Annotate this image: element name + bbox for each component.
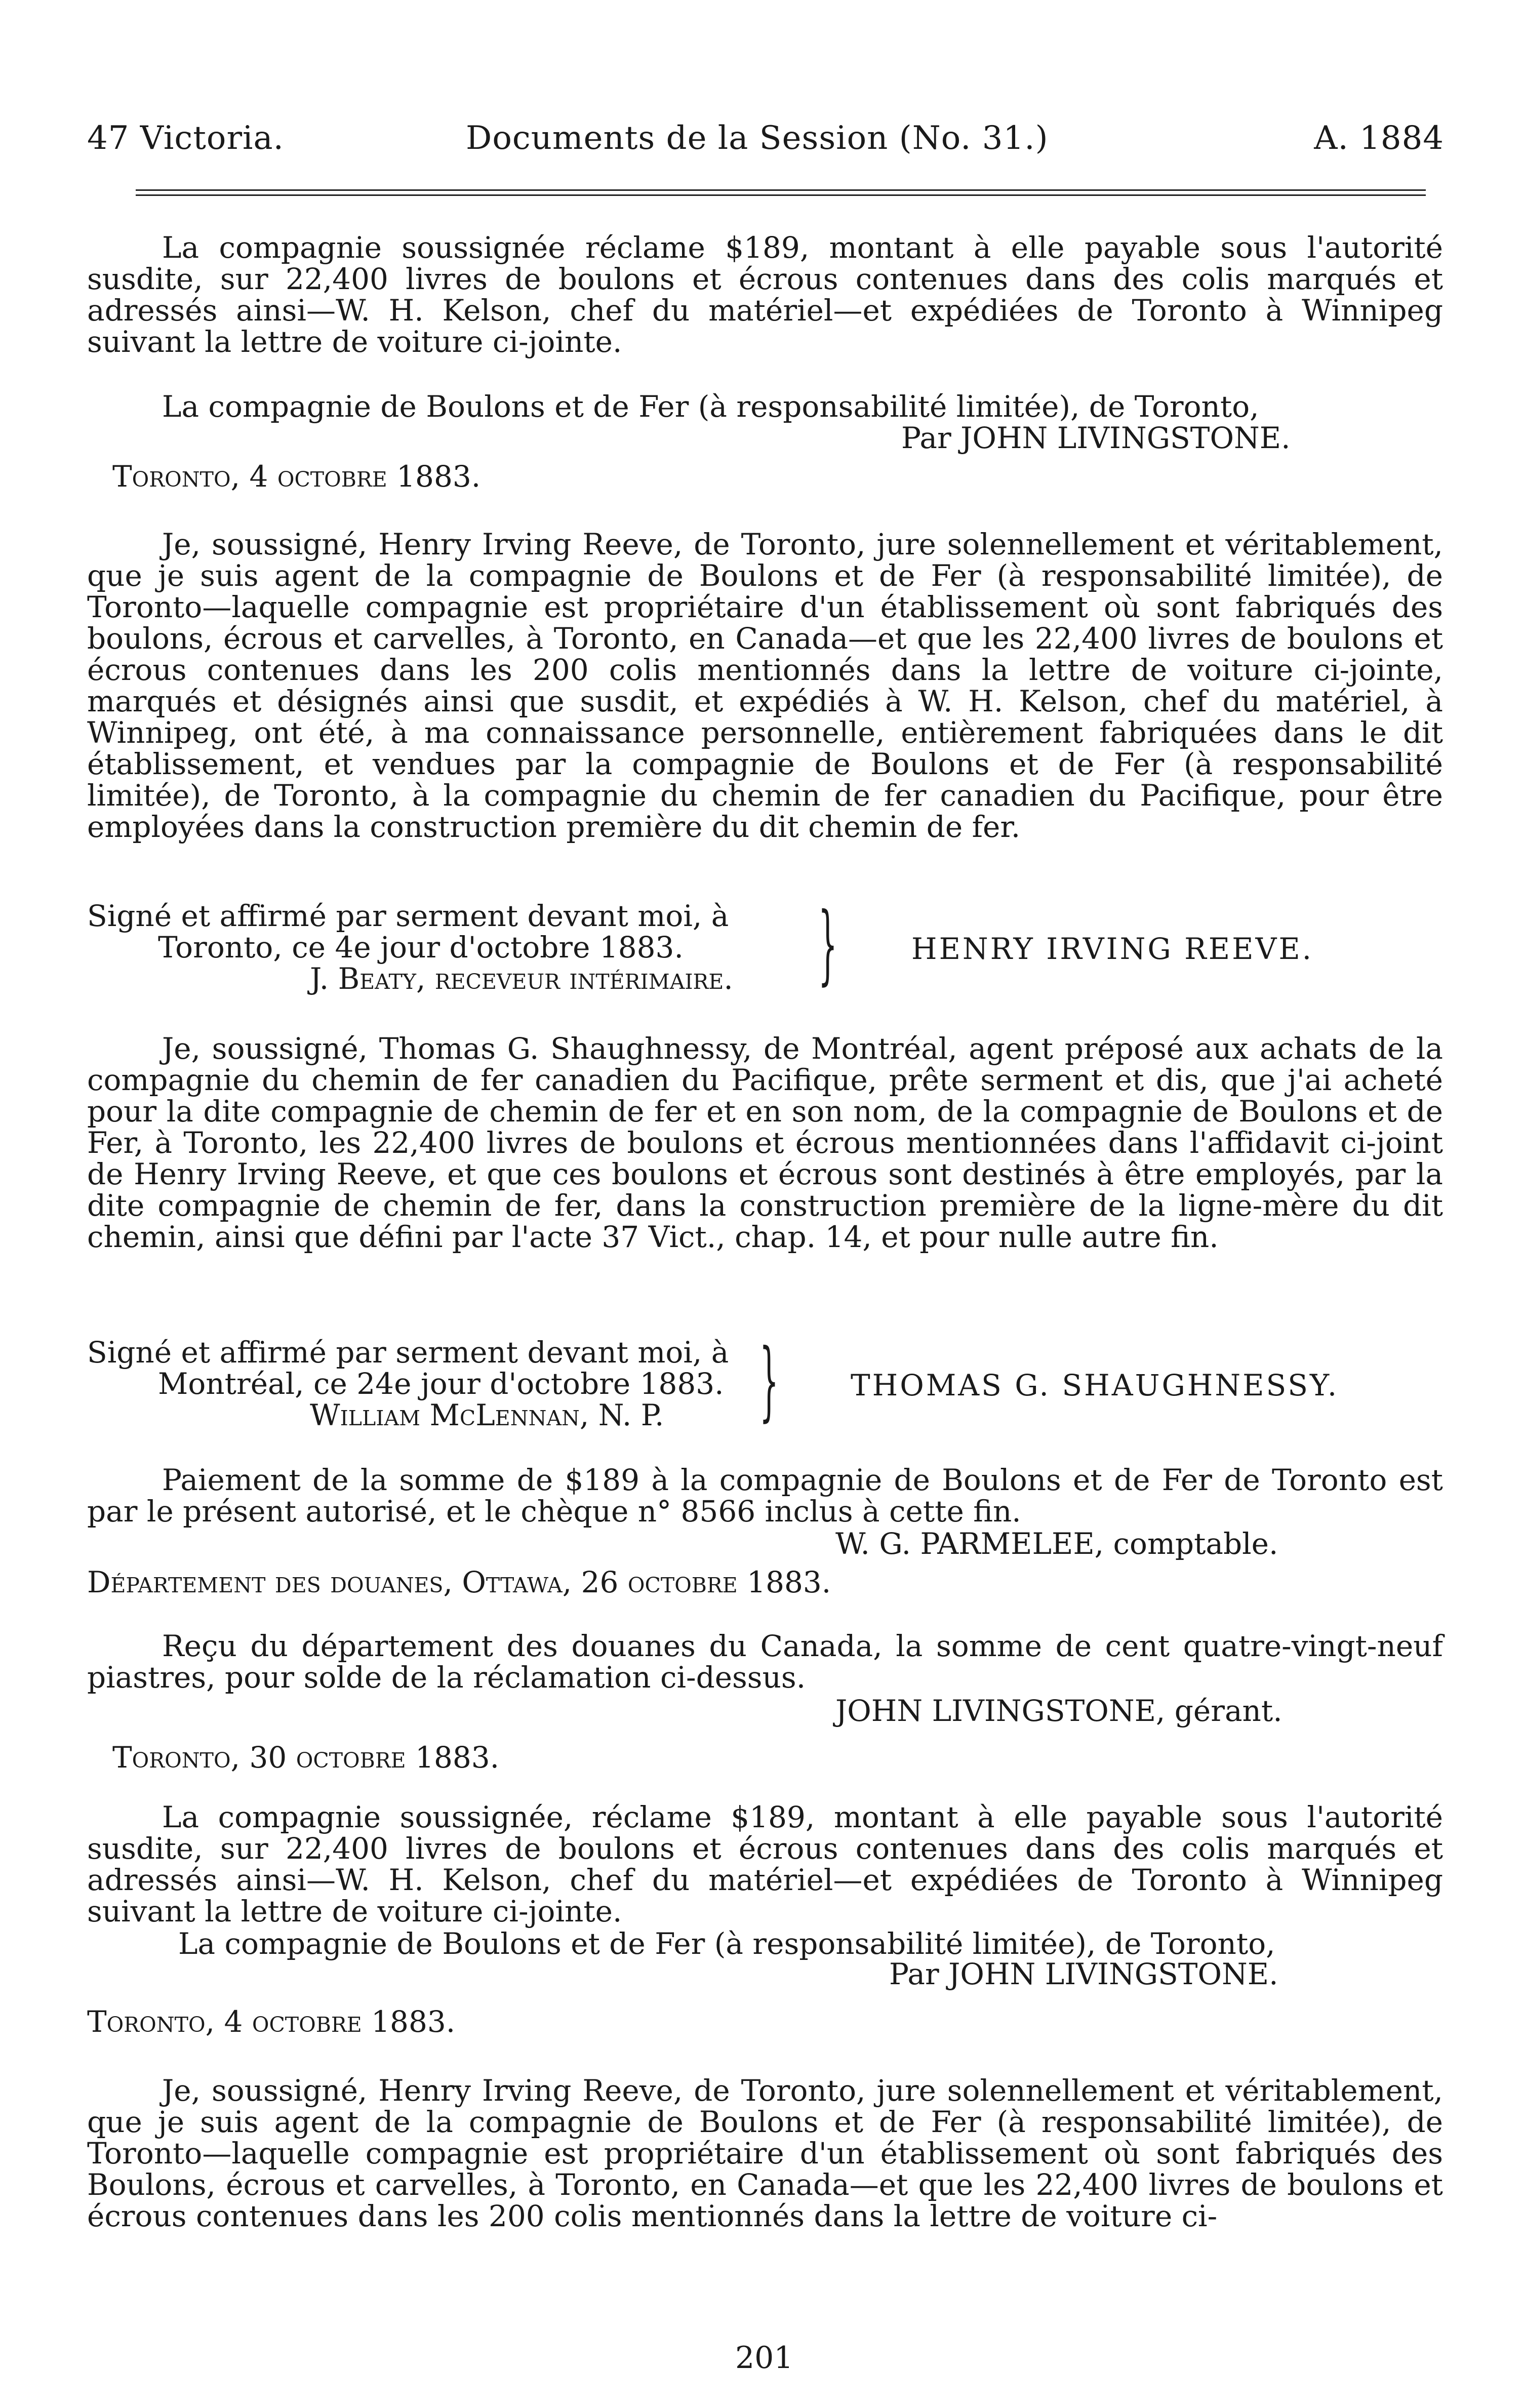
- jurat-line-3: William McLennan, N. P.: [310, 1398, 664, 1432]
- jurat-line-1: Signé et affirmé par serment devant moi, à: [87, 899, 729, 933]
- claim-company: La compagnie de Boulons et de Fer (à responsabilité limitée), de Toronto,: [178, 1927, 1275, 1961]
- header-rule-top: [136, 189, 1426, 191]
- claim-signature: Par JOHN LIVINGSTONE.: [901, 421, 1291, 455]
- claim-company: La compagnie de Boulons et de Fer (à responsabilité limitée), de Toronto,: [162, 389, 1259, 424]
- claim-place-date: Toronto, 4 octobre 1883.: [112, 459, 481, 494]
- header-rule-bottom: [136, 194, 1426, 196]
- header-session-year: 47 Victoria.: [87, 119, 284, 157]
- receipt-signature: JOHN LIVINGSTONE, gérant.: [835, 1694, 1282, 1728]
- header-volume: A. 1884: [1314, 119, 1444, 157]
- deponent-reeve: HENRY IRVING REEVE.: [911, 932, 1314, 966]
- affidavit-reeve-paragraph: Je, soussigné, Henry Irving Reeve, de Toronto, jure solennellement et véritablement, que je suis agent de la compagnie de Boulons et de Fer (à responsabilité limitée), de Toronto—laquelle compagnie est propriétaire d'un établissement où sont fabriqués des Boulons, écrous et carvelles, à Toronto, en Canada—et que les 22,400 livres de boulons et écrous contenues dans les 200 colis mentionnés dans la lettre de voiture ci-: [87, 2073, 1443, 2233]
- jurat-line-3: J. Beaty, receveur intérimaire.: [310, 961, 733, 996]
- jurat-line-2: Montréal, ce 24e jour d'octobre 1883.: [158, 1367, 724, 1401]
- deponent-shaughnessy: THOMAS G. SHAUGHNESSY.: [851, 1368, 1339, 1402]
- claim-place-date: Toronto, 4 octobre 1883.: [87, 2004, 456, 2039]
- claim-signature: Par JOHN LIVINGSTONE.: [889, 1957, 1278, 1991]
- affidavit-reeve-paragraph: Je, soussigné, Henry Irving Reeve, de Toronto, jure solennellement et véritablement, que je suis agent de la compagnie de Boulons et de Fer (à responsabilité limitée), de Toronto—laquelle compagnie est propriétaire d'un établissement où sont fabriqués des boulons, écrous et carvelles, à Toronto, en Canada—et que les 22,400 livres de boulons et écrous contenues dans les 200 colis mentionnés dans la lettre de voiture ci-jointe, marqués et désignés ainsi que susdit, et expédiés à W. H. Kelson, chef du matériel, à Winnipeg, ont été, à ma connaissance personnelle, entièrement fabriquées dans le dit établissement, et vendues par la compagnie de Boulons et de Fer (à responsabilité limitée), de Toronto, à la compagnie du chemin de fer canadien du Pacifique, pour être employées dans la construction première du dit chemin de fer.: [87, 527, 1443, 844]
- payment-paragraph: Paiement de la somme de $189 à la compagnie de Boulons et de Fer de Toronto est par le présent autorisé, et le chèque n° 8566 inclus à cette fin.: [87, 1463, 1443, 1529]
- header-title: Documents de la Session (No. 31.): [466, 119, 1049, 157]
- page-number: 201: [735, 2340, 793, 2376]
- receipt-place-date: Toronto, 30 octobre 1883.: [112, 1740, 500, 1775]
- jurat-brace: }: [759, 1331, 779, 1431]
- jurat-brace: }: [818, 894, 837, 994]
- claim-paragraph: La compagnie soussignée, réclame $189, montant à elle payable sous l'autorité susdite, sur 22,400 livres de boulons et écrous contenues dans des colis marqués et adressés ainsi—W. H. Kelson, chef du matériel—et expédiées de Toronto à Winnipeg suivant la lettre de voiture ci-jointe.: [87, 1800, 1443, 1929]
- claim-paragraph: La compagnie soussignée réclame $189, montant à elle payable sous l'autorité susdite, sur 22,400 livres de boulons et écrous contenues dans des colis marqués et adressés ainsi—W. H. Kelson, chef du matériel—et expédiées de Toronto à Winnipeg suivant la lettre de voiture ci-jointe.: [87, 230, 1443, 359]
- payment-signature: W. G. PARMELEE, comptable.: [835, 1527, 1278, 1561]
- receipt-paragraph: Reçu du département des douanes du Canada, la somme de cent quatre-vingt-neuf piastres, pour solde de la réclamation ci-dessus.: [87, 1629, 1443, 1695]
- payment-place-date: Département des douanes, Ottawa, 26 octobre 1883.: [87, 1565, 831, 1599]
- jurat-line-1: Signé et affirmé par serment devant moi, à: [87, 1335, 729, 1370]
- jurat-line-2: Toronto, ce 4e jour d'octobre 1883.: [158, 930, 684, 965]
- affidavit-shaughnessy-paragraph: Je, soussigné, Thomas G. Shaughnessy, de Montréal, agent préposé aux achats de la compagnie du chemin de fer canadien du Pacifique, prête serment et dis, que j'ai acheté pour la dite compagnie de chemin de fer et en son nom, de la compagnie de Boulons et de Fer, à Toronto, les 22,400 livres de boulons et écrous mentionnées dans l'affidavit ci-joint de Henry Irving Reeve, et que ces boulons et écrous sont destinés à être employés, par la dite compagnie de chemin de fer, dans la construction première de la ligne-mère du dit chemin, ainsi que défini par l'acte 37 Vict., chap. 14, et pour nulle autre fin.: [87, 1031, 1443, 1254]
